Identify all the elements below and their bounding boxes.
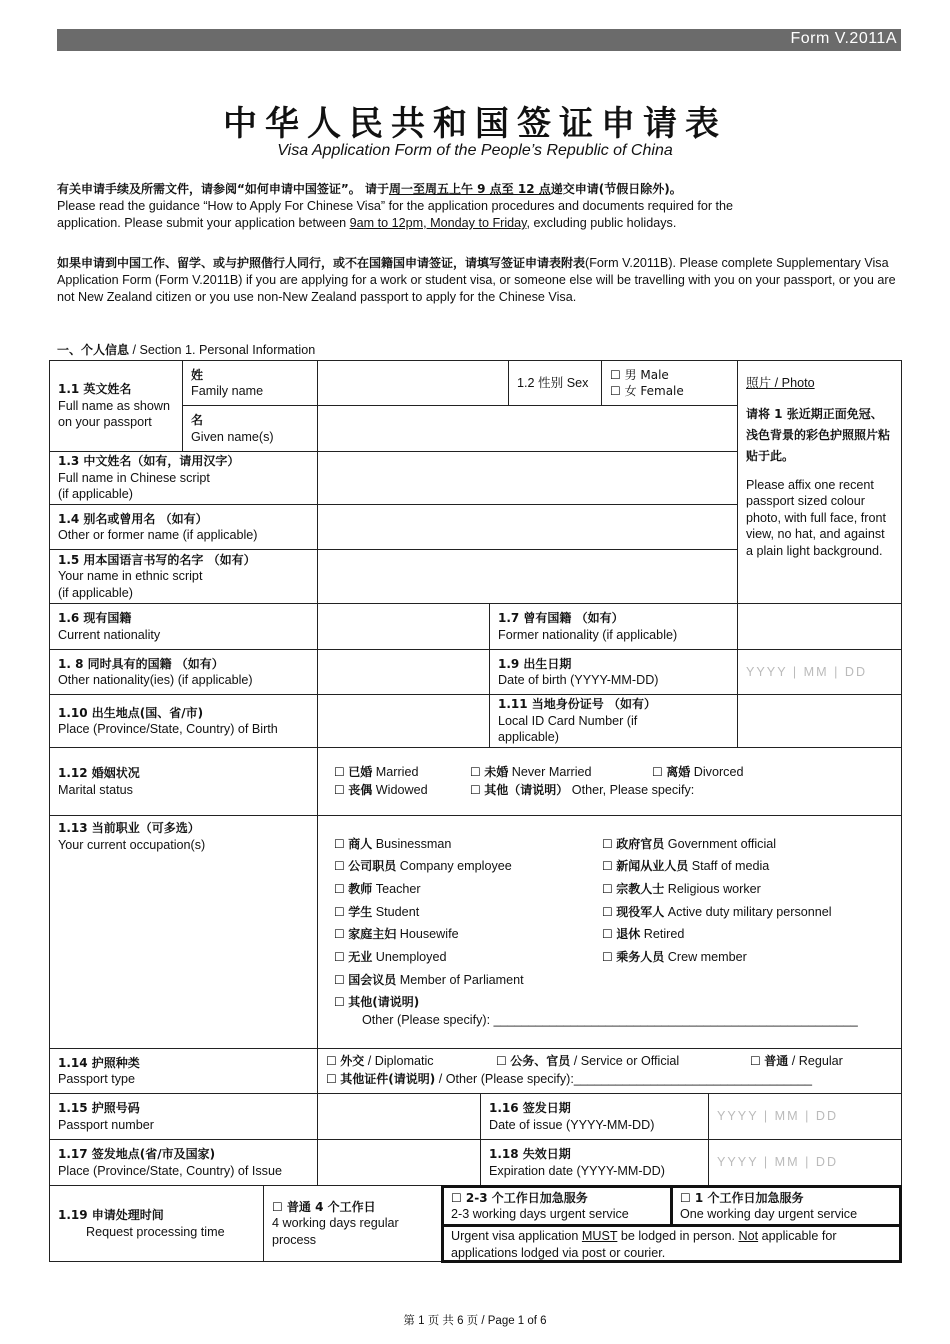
input-other-nationality[interactable] [317,649,490,695]
occ-government-official[interactable]: ☐ 政府官员 Government official [602,837,777,851]
sex-options[interactable]: ☐ 男 Male ☐ 女 Female [601,360,738,406]
label-local-id: 1.11 当地身份证号 （如有） Local ID Card Number (if applicable) [489,694,738,748]
photo-area[interactable]: 照片 / Photo 请将 1 张近期正面免冠、浅色背景的彩色护照照片粘贴于此。 Please affix one recent passport sized colour photo, with full face, front view, no hat, and against a plain light background. [737,360,902,604]
occ-student[interactable]: ☐ 学生 Student [334,905,420,919]
label-sex: 1.2 性别 Sex [508,360,602,406]
form-code: Form V.2011A [790,30,897,47]
input-current-nationality[interactable] [317,603,490,650]
occ-member-parliament[interactable]: ☐ 国会议员 Member of Parliament [334,973,524,987]
label-occupation: 1.13 当前职业（可多选） Your current occupation(s) [49,815,318,1049]
occ-other[interactable]: ☐ 其他(请说明) [334,995,420,1009]
occ-company-employee[interactable]: ☐ 公司职员 Company employee [334,859,512,873]
input-place-of-birth[interactable] [317,694,490,748]
input-date-of-birth[interactable]: YYYY | MM | DD [737,649,902,695]
label-other-nationality: 1. 8 同时具有的国籍 （如有） Other nationality(ies) (if applicable) [49,649,318,695]
occ-unemployed[interactable]: ☐ 无业 Unemployed [334,950,447,964]
label-given-name: 名 Given name(s) [182,405,318,452]
label-family-name: 姓 Family name [182,360,318,406]
label-former-nationality: 1.7 曾有国籍 （如有） Former nationality (if applicable) [489,603,738,650]
label-place-of-issue: 1.17 签发地点(省/市及国家) Place (Province/State, Country) of Issue [49,1139,318,1186]
label-expiration-date: 1.18 失效日期 Expiration date (YYYY-MM-DD) [480,1139,709,1186]
label-marital-status: 1.12 婚姻状况 Marital status [49,747,318,816]
input-local-id[interactable] [737,694,902,748]
option-regular-processing[interactable]: ☐ 普通 4 个工作日 4 working days regular process [263,1185,442,1262]
input-former-nationality[interactable] [737,603,902,650]
label-full-name: 1.1 英文姓名 Full name as shown on your passport [49,360,183,452]
occ-religious-worker[interactable]: ☐ 宗教人士 Religious worker [602,882,761,896]
supplementary-paragraph: 如果申请到中国工作、留学、或与护照偕行人同行，或不在国籍国申请签证，请填写签证申请表附表(Form V.2011B). Please complete Supplementary Visa Application Form (Form V.2011B) if you are applying for a work or student visa, or someone else will be travelling with you on your passport, or you are not New Zealand citizen or you use non-New Zealand passport to apply for the Chinese Visa. [57,256,896,304]
occ-businessman[interactable]: ☐ 商人 Businessman [334,837,452,851]
label-passport-number: 1.15 护照号码 Passport number [49,1093,318,1140]
input-chinese-name[interactable] [317,451,738,505]
input-family-name[interactable] [317,360,509,406]
input-former-name[interactable] [317,504,738,550]
section-heading: 一、个人信息 / Section 1. Personal Information [57,343,316,357]
intro-paragraph: 有关申请手续及所需文件，请参阅“如何申请中国签证”。 请于周一至周五上午 9 点至 12 点递交申请(节假日除外)。 Please read the guidance “How to Apply For Chinese Visa” for the application procedures and documents required for the application. Please submit your application between 9am to 12pm, Monday to Friday, excluding public holidays. [57,182,734,230]
occ-retired[interactable]: ☐ 退休 Retired [602,927,685,941]
page-footer: 第 1 页 共 6 页 / Page 1 of 6 [403,1315,547,1327]
input-given-name[interactable] [317,405,738,452]
option-oneday-processing[interactable]: ☐ 1 个工作日加急服务 One working day urgent service [670,1185,902,1227]
occ-military[interactable]: ☐ 现役军人 Active duty military personnel [602,905,832,919]
input-date-of-issue[interactable]: YYYY | MM | DD [708,1093,902,1140]
form-code-bar [57,29,901,51]
input-place-of-issue[interactable] [317,1139,481,1186]
label-date-of-birth: 1.9 出生日期 Date of birth (YYYY-MM-DD) [489,649,738,695]
occ-other-specify[interactable]: Other (Please specify): ____________________________________________________ [362,1013,858,1027]
label-processing-time: 1.19 申请处理时间 Request processing time [49,1185,264,1262]
passport-type-options[interactable]: ☐ 外交 / Diplomatic ☐ 公务、官员 / Service or Official ☐ 普通 / Regular ☐ 其他证件(请说明) / Other (Please specify):__________________________________ [317,1048,902,1094]
label-date-of-issue: 1.16 签发日期 Date of issue (YYYY-MM-DD) [480,1093,709,1140]
occ-housewife[interactable]: ☐ 家庭主妇 Housewife [334,927,459,941]
label-ethnic-name: 1.5 用本国语言书写的名字 （如有） Your name in ethnic script (if applicable) [49,549,318,604]
label-place-of-birth: 1.10 出生地点(国、省/市) Place (Province/State, Country) of Birth [49,694,318,748]
title-english: Visa Application Form of the People’s Republic of China [277,142,673,159]
title-chinese: 中华人民共和国签证申请表 [223,104,727,144]
label-current-nationality: 1.6 现有国籍 Current nationality [49,603,318,650]
occ-teacher[interactable]: ☐ 教师 Teacher [334,882,421,896]
input-expiration-date[interactable]: YYYY | MM | DD [708,1139,902,1186]
marital-status-options[interactable]: ☐ 已婚 Married ☐ 未婚 Never Married ☐ 离婚 Divorced ☐ 丧偶 Widowed ☐ 其他（请说明） Other, Please specify: [317,747,902,816]
label-former-name: 1.4 别名或曾用名 （如有） Other or former name (if applicable) [49,504,318,550]
urgent-note: Urgent visa application MUST be lodged in person. Not applicable for applications lodged via post or courier. [441,1224,902,1263]
input-passport-number[interactable] [317,1093,481,1140]
occ-crew-member[interactable]: ☐ 乘务人员 Crew member [602,950,747,964]
input-ethnic-name[interactable] [317,549,738,604]
option-urgent-processing[interactable]: ☐ 2-3 个工作日加急服务 2-3 working days urgent service [441,1185,673,1227]
label-passport-type: 1.14 护照种类 Passport type [49,1048,318,1094]
occ-staff-media[interactable]: ☐ 新闻从业人员 Staff of media [602,859,770,873]
occupation-options[interactable] [317,815,902,1049]
label-chinese-name: 1.3 中文姓名（如有，请用汉字） Full name in Chinese script (if applicable) [49,451,318,505]
